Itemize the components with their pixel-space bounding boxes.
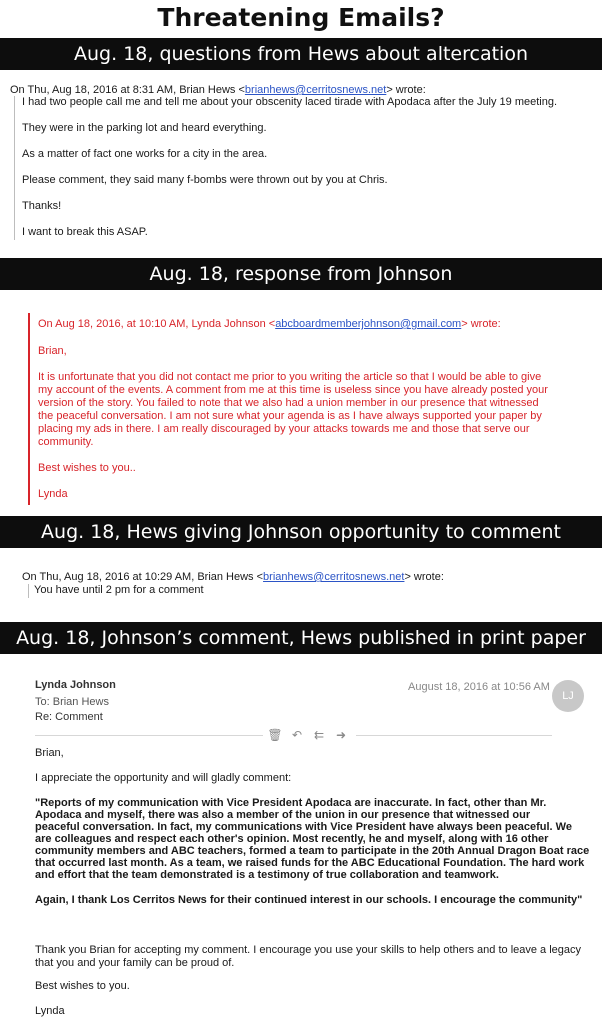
email-date: August 18, 2016 at 10:56 AM <box>408 681 550 693</box>
header-suffix: > wrote: <box>404 571 444 583</box>
sender-name: Lynda Johnson <box>35 679 116 691</box>
header-prefix: On Thu, Aug 18, 2016 at 8:31 AM, Brian Hews < <box>10 84 245 96</box>
email-line: As a matter of fact one works for a city in the area. <box>22 148 268 160</box>
closing: Best wishes to you.. <box>38 462 136 474</box>
signature: Lynda <box>38 488 68 500</box>
trash-icon[interactable]: 🗑 <box>267 728 283 742</box>
quote-line: that occurred last month. As a team, we raised funds for the ABC Educational Foundation. The hard work <box>35 857 585 869</box>
closing: Best wishes to you. <box>35 980 130 992</box>
header-prefix: On Aug 18, 2016, at 10:10 AM, Lynda Johnson < <box>38 318 276 330</box>
quote-bar <box>28 584 29 598</box>
forward-icon[interactable]: ➜ <box>335 728 347 742</box>
signature: Lynda <box>35 1005 65 1017</box>
quote-line: peaceful conversation. In fact, my communications with Vice President have always been peaceful. We <box>35 821 572 833</box>
header-suffix: > wrote: <box>386 84 426 96</box>
avatar: LJ <box>552 680 584 712</box>
quote-bar <box>14 96 15 240</box>
greeting: Brian, <box>35 747 64 759</box>
email-link[interactable]: brianhews@cerritosnews.net <box>263 571 405 583</box>
message-toolbar <box>264 727 352 743</box>
quote-bar <box>28 313 30 505</box>
body-line: my account of the events. A comment from me at this time is useless since you have already posted your <box>38 384 548 396</box>
intro-line: I appreciate the opportunity and will gladly comment: <box>35 772 292 784</box>
section-banner-1: Aug. 18, questions from Hews about altercation <box>0 38 602 70</box>
email-line: Thanks! <box>22 200 62 212</box>
section-banner-4: Aug. 18, Johnson’s comment, Hews published in print paper <box>0 622 602 654</box>
page-title: Threatening Emails? <box>157 3 445 32</box>
quote-line: are colleagues and respect each other's opinion. Most recently, he and myself, along with 16 other <box>35 833 549 845</box>
email-header-3 <box>22 571 444 584</box>
email-link[interactable]: abcboardmemberjohnson@gmail.com <box>275 318 462 330</box>
header-suffix: > wrote: <box>461 318 501 330</box>
thanks-line: that you and your family can be proud of. <box>35 957 235 969</box>
divider <box>356 735 552 736</box>
thanks-line: Thank you Brian for accepting my comment. I encourage you use your skills to help others and to leave a legacy <box>35 944 582 956</box>
greeting: Brian, <box>38 345 67 357</box>
email-line: Please comment, they said many f-bombs were thrown out by you at Chris. <box>22 174 388 186</box>
quote-end: Again, I thank Los Cerritos News for their continued interest in our schools. I encourage the community" <box>35 894 583 906</box>
reply-icon[interactable]: ↶ <box>291 728 303 742</box>
section-banner-2: Aug. 18, response from Johnson <box>0 258 602 290</box>
divider <box>35 735 263 736</box>
email-line: They were in the parking lot and heard everything. <box>22 122 267 134</box>
header-prefix: On Thu, Aug 18, 2016 at 10:29 AM, Brian Hews < <box>22 571 264 583</box>
email-link[interactable]: brianhews@cerritosnews.net <box>244 84 387 96</box>
section-banner-3: Aug. 18, Hews giving Johnson opportunity to comment <box>0 516 602 548</box>
quote-line: Apodaca and myself, there was also a member of the union in our presence that witnessed our <box>35 809 531 821</box>
body-line: It is unfortunate that you did not contact me prior to you writing the article so that I would be able to give <box>38 371 542 383</box>
quote-line: "Reports of my communication with Vice President Apodaca are inaccurate. In fact, other than Mr. <box>35 797 547 809</box>
body-line: community. <box>38 436 94 448</box>
recipient-line: To: Brian Hews <box>35 696 109 708</box>
quote-line: and effort that the team demonstrated is a testimony of true collaboration and teamwork. <box>35 869 499 881</box>
subject-line: Re: Comment <box>35 711 103 723</box>
body-line: the peaceful conversation. I am not sure what your agenda is as I have always supported your paper by <box>38 410 542 422</box>
email-line: I want to break this ASAP. <box>22 226 148 238</box>
email-line: I had two people call me and tell me about your obscenity laced tirade with Apodaca after the July 19 meeting. <box>22 96 558 108</box>
body-line: placing my ads in there. I am really discouraged by your attacks towards me and those that serve our <box>38 423 530 435</box>
email-line: You have until 2 pm for a comment <box>34 584 204 596</box>
quote-line: community members and ABC teachers, formed a team to participate in the 20th Annual Dragon Boat race <box>35 845 590 857</box>
email-header-2 <box>38 318 501 331</box>
reply-all-icon[interactable]: ⇇ <box>313 728 325 742</box>
body-line: version of the story. You failed to note that we also had a union member in our presence that witnessed <box>38 397 539 409</box>
